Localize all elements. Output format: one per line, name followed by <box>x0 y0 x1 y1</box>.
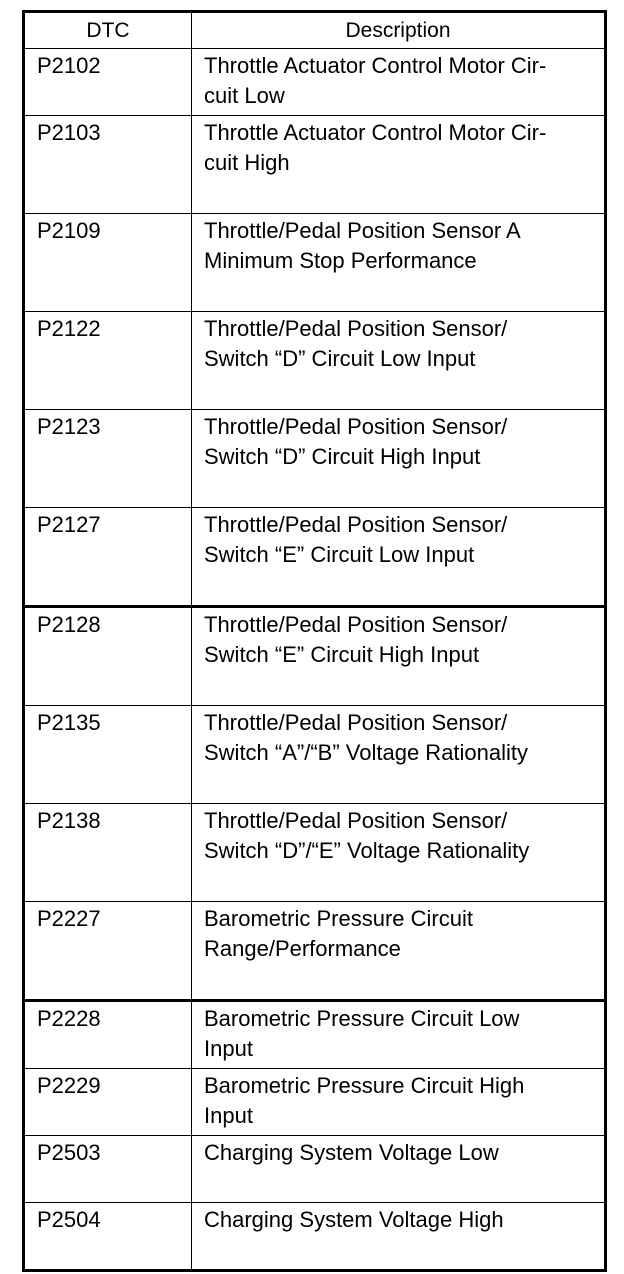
table-row <box>24 607 606 706</box>
description-line: Charging System Voltage Low <box>204 1140 499 1165</box>
dtc-description <box>192 1069 606 1136</box>
dtc-code: P2135 <box>24 706 192 804</box>
dtc-description <box>192 706 606 804</box>
dtc-code: P2127 <box>24 508 192 607</box>
description-line: Barometric Pressure Circuit Low <box>204 1006 520 1031</box>
description-line: Switch “D” Circuit High Input <box>204 444 481 469</box>
table-row <box>24 410 606 508</box>
description-line: Switch “D” Circuit Low Input <box>204 346 476 371</box>
table-row <box>24 312 606 410</box>
table-row <box>24 804 606 902</box>
description-line: Throttle Actuator Control Motor Cir- <box>204 53 547 78</box>
header-dtc: DTC <box>24 12 192 49</box>
dtc-description <box>192 508 606 607</box>
table-row <box>24 116 606 214</box>
description-line: Throttle Actuator Control Motor Cir- <box>204 120 547 145</box>
table-row <box>24 706 606 804</box>
description-line: cuit Low <box>204 83 285 108</box>
description-line: Throttle/Pedal Position Sensor/ <box>204 612 508 637</box>
dtc-code: P2227 <box>24 902 192 1001</box>
description-line: Throttle/Pedal Position Sensor/ <box>204 316 508 341</box>
dtc-description <box>192 1203 606 1271</box>
dtc-code: P2503 <box>24 1136 192 1203</box>
description-line: Input <box>204 1036 253 1061</box>
table-row <box>24 508 606 607</box>
description-line: Charging System Voltage High <box>204 1207 504 1232</box>
table-row <box>24 1203 606 1271</box>
table-row <box>24 1069 606 1136</box>
table-row <box>24 1136 606 1203</box>
dtc-code: P2102 <box>24 49 192 116</box>
dtc-description <box>192 410 606 508</box>
description-line: Throttle/Pedal Position Sensor A <box>204 218 521 243</box>
dtc-code: P2109 <box>24 214 192 312</box>
dtc-code: P2128 <box>24 607 192 706</box>
dtc-description <box>192 312 606 410</box>
dtc-description <box>192 49 606 116</box>
dtc-code: P2504 <box>24 1203 192 1271</box>
dtc-description <box>192 116 606 214</box>
description-line: Barometric Pressure Circuit High <box>204 1073 525 1098</box>
description-line: Minimum Stop Performance <box>204 248 477 273</box>
dtc-description <box>192 804 606 902</box>
dtc-description <box>192 902 606 1001</box>
table-row <box>24 902 606 1001</box>
dtc-code: P2138 <box>24 804 192 902</box>
dtc-code: P2122 <box>24 312 192 410</box>
dtc-description <box>192 607 606 706</box>
description-line: Switch “A”/“B” Voltage Rationality <box>204 740 529 765</box>
description-line: Throttle/Pedal Position Sensor/ <box>204 710 508 735</box>
dtc-description <box>192 1001 606 1069</box>
description-line: Barometric Pressure Circuit <box>204 906 473 931</box>
description-line: Throttle/Pedal Position Sensor/ <box>204 512 508 537</box>
description-line: Range/Performance <box>204 936 401 961</box>
table-row <box>24 49 606 116</box>
description-line: cuit High <box>204 150 290 175</box>
dtc-code: P2103 <box>24 116 192 214</box>
dtc-code: P2228 <box>24 1001 192 1069</box>
description-line: Throttle/Pedal Position Sensor/ <box>204 414 508 439</box>
dtc-description <box>192 1136 606 1203</box>
description-line: Switch “D”/“E” Voltage Rationality <box>204 838 530 863</box>
table-row <box>24 214 606 312</box>
table-header-row <box>24 12 606 49</box>
description-line: Input <box>204 1103 253 1128</box>
description-line: Throttle/Pedal Position Sensor/ <box>204 808 508 833</box>
table-row <box>24 1001 606 1069</box>
header-description: Description <box>192 12 606 49</box>
dtc-table <box>22 10 607 1272</box>
dtc-code: P2123 <box>24 410 192 508</box>
dtc-code: P2229 <box>24 1069 192 1136</box>
dtc-description <box>192 214 606 312</box>
description-line: Switch “E” Circuit Low Input <box>204 542 475 567</box>
description-line: Switch “E” Circuit High Input <box>204 642 480 667</box>
